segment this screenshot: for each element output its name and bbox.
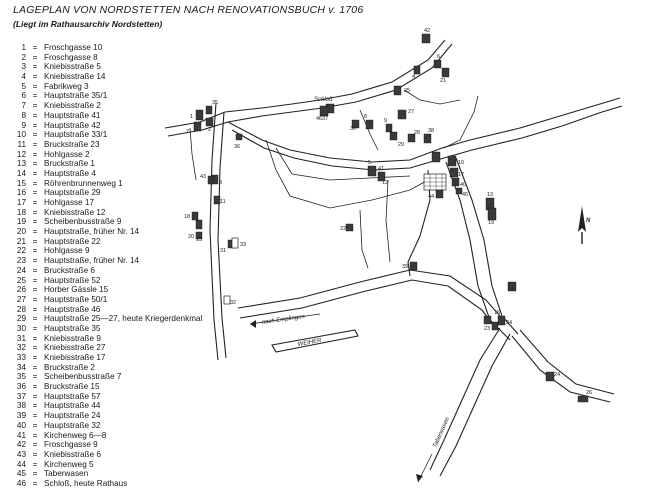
- road-empfingen: [238, 270, 500, 316]
- legend-number: 11: [17, 139, 26, 149]
- legend-building-name: Hauptstraße 46: [44, 304, 101, 314]
- legend-building-name: Kniebisstraße 2: [44, 101, 101, 111]
- road-west: [210, 103, 218, 360]
- building-number-label: 43: [200, 174, 207, 180]
- building-number-label: 16: [494, 310, 501, 316]
- building-number-label: 40: [460, 182, 467, 188]
- building-number-label: 21: [440, 78, 447, 84]
- building-number-label: 5: [368, 160, 372, 166]
- legend-number: 21: [16, 236, 26, 246]
- building-number-label: 38: [428, 128, 435, 134]
- legend-number: 37: [16, 391, 26, 401]
- legend-number: 24: [16, 265, 26, 275]
- legend-number: 32: [16, 343, 26, 353]
- legend-number: 6: [21, 91, 26, 101]
- legend-separator: =: [32, 198, 38, 207]
- legend-separator: =: [32, 81, 38, 91]
- building-21: [442, 68, 449, 77]
- schloss-label: Schloß: [314, 97, 333, 103]
- legend-building-name: Kniebisstraße 5: [44, 62, 101, 72]
- map-subtitle: (Liegt im Rathausarchiv Nordstetten): [13, 19, 163, 29]
- building-number-label: 23: [484, 326, 491, 332]
- legend-number: 28: [16, 304, 26, 314]
- path-ne-2: [404, 90, 460, 104]
- building-number-label: 19: [488, 220, 495, 226]
- legend-number: 5: [21, 81, 26, 91]
- building-number-label: 6: [437, 54, 441, 60]
- legend-number: 46: [16, 478, 26, 488]
- building-6: [434, 60, 441, 68]
- legend-building-name: Froschgasse 9: [44, 440, 98, 450]
- legend-building-name: Röhrenbrunnenweg 1: [44, 178, 123, 188]
- legend-separator: =: [32, 478, 38, 488]
- legend-number: 8: [21, 110, 26, 120]
- legend-separator: =: [32, 246, 38, 256]
- building-29: [390, 132, 397, 140]
- building-4: [414, 66, 420, 74]
- building-43: [208, 176, 213, 184]
- legend-number: 39: [16, 411, 26, 421]
- legend-building-name: Scheibenbusstraße 9: [44, 217, 122, 227]
- legend-building-name: Hauptstraße 32: [44, 420, 101, 430]
- legend-number: 29: [16, 314, 26, 324]
- building-9: [386, 124, 392, 132]
- building-number-label: 14: [508, 286, 515, 292]
- building-36: [236, 134, 242, 140]
- legend-separator: =: [32, 372, 38, 382]
- map-title: LAGEPLAN VON NORDSTETTEN NACH RENOVATIONSBUCH v. 1706: [13, 4, 364, 16]
- road-southeast: [512, 336, 610, 402]
- legend-number: 22: [16, 246, 26, 256]
- legend-separator: =: [32, 343, 38, 353]
- building-number-label: 37: [322, 116, 329, 122]
- legend-number: 27: [16, 294, 26, 304]
- legend-separator: =: [32, 227, 38, 237]
- building-number-label: 8: [364, 114, 368, 120]
- legend-number: 2: [21, 52, 26, 62]
- building-39: [410, 262, 417, 270]
- building-number-label: 1: [190, 114, 194, 120]
- legend-separator: =: [32, 149, 38, 159]
- legend-building-name: Hauptstraße 35: [44, 323, 101, 333]
- legend-number: 41: [16, 430, 26, 440]
- building-24: [546, 372, 554, 381]
- building-number-label: 33: [240, 242, 247, 248]
- legend-number: 12: [16, 149, 26, 159]
- legend-number: 33: [16, 353, 26, 362]
- legend-separator: =: [32, 314, 38, 324]
- legend-building-name: Hauptstraße, früher Nr. 14: [44, 256, 140, 266]
- building-19: [488, 208, 496, 220]
- building-number-label: 9: [384, 118, 388, 124]
- legend-building-name: Hauptstraße 42: [44, 120, 101, 130]
- building-number-label: 28: [414, 130, 421, 136]
- legend-building-name: Kniebisstraße 6: [44, 449, 101, 459]
- building-number-label: 27: [408, 109, 415, 115]
- legend-separator: =: [32, 130, 38, 140]
- building-number-label: 24: [554, 372, 561, 378]
- legend-separator: =: [32, 391, 38, 401]
- building-10: [448, 156, 456, 166]
- legend-building-name: Hauptstraße 50/1: [44, 294, 108, 304]
- legend-number: 7: [21, 101, 26, 111]
- legend-number: 17: [16, 198, 26, 207]
- legend-number: 44: [16, 459, 26, 469]
- building-number-label: 3: [219, 180, 223, 186]
- legend-number: 35: [16, 372, 26, 382]
- building-1: [196, 110, 203, 120]
- taberwasen-label: Taberwasen: [432, 416, 452, 449]
- building-15: [196, 220, 202, 229]
- building-34: [492, 322, 498, 330]
- legend-separator: =: [32, 72, 38, 82]
- legend-separator: =: [32, 440, 38, 450]
- legend-building-name: Kirchenweg 6—8: [44, 430, 107, 440]
- legend-building-name: Hauptstraße 41: [44, 110, 101, 120]
- building-number-label: 13: [487, 192, 494, 198]
- legend-number: 42: [16, 440, 26, 450]
- legend-building-name: Hauptstraße 22: [44, 236, 101, 246]
- legend-building-name: Hohlgasse 9: [44, 246, 90, 256]
- legend-building-name: Hauptstraße 44: [44, 401, 101, 411]
- road-taberwasen: [430, 328, 500, 470]
- building-number-label: 11: [220, 199, 226, 205]
- legend-building-name: Scheibenbusstraße 7: [44, 372, 122, 382]
- building-number-label: 35: [212, 100, 219, 106]
- building-number-label: 26: [586, 390, 593, 396]
- building-2: [206, 118, 213, 126]
- building-number-label: 12: [382, 180, 389, 186]
- legend-number: 36: [16, 382, 26, 392]
- legend-building-name: Bruckstraße 6: [44, 265, 95, 275]
- building-42: [422, 34, 430, 43]
- building-41: [432, 152, 440, 162]
- building-number-label: 25: [404, 88, 411, 94]
- legend-building-name: Bruckstraße 2: [44, 362, 95, 372]
- legend-number: 40: [16, 420, 26, 430]
- legend-separator: =: [32, 207, 38, 217]
- legend-separator: =: [32, 333, 38, 343]
- road-taberwasen-edge: [440, 334, 510, 476]
- legend-building-name: Kirchenweg 5: [44, 459, 94, 469]
- legend-building-name: Hauptstraße, früher Nr. 14: [44, 227, 140, 237]
- legend-separator: =: [32, 304, 38, 314]
- legend-separator: =: [32, 323, 38, 333]
- building-27: [398, 110, 406, 119]
- legend-separator: =: [32, 411, 38, 421]
- field-boundary-3: [386, 180, 390, 262]
- legend-separator: =: [32, 420, 38, 430]
- legend-separator: =: [32, 91, 38, 101]
- legend-building-name: Hohlgasse 2: [44, 149, 90, 159]
- building-38: [424, 134, 431, 143]
- legend-number: 14: [16, 168, 26, 178]
- legend-building-name: Froschgasse 10: [44, 43, 103, 52]
- building-8: [366, 120, 373, 129]
- field-boundary-2: [276, 148, 410, 180]
- legend-number: 13: [16, 159, 26, 169]
- path-ne: [444, 96, 478, 148]
- legend-building-name: Kniebisstraße 12: [44, 207, 106, 217]
- weiher-label: WEIHER: [297, 337, 322, 348]
- legend-number: 20: [16, 227, 26, 237]
- legend-separator: =: [32, 294, 38, 304]
- legend-building-name: Horber Gässle 15: [44, 285, 109, 295]
- buildings: [192, 34, 588, 402]
- building-17: [450, 168, 458, 177]
- legend-separator: =: [32, 178, 38, 188]
- legend-number: 31: [16, 333, 26, 343]
- road-network: [165, 40, 622, 476]
- legend-building-name: Hauptstraße 57: [44, 391, 101, 401]
- building-number-label: 31: [220, 248, 227, 254]
- building-35: [206, 106, 212, 114]
- road-east: [228, 98, 620, 162]
- building-number-label: 41: [378, 166, 385, 172]
- legend-number: 38: [16, 401, 26, 411]
- building-25: [394, 86, 401, 95]
- empfingen-label: nach Empfingen: [261, 314, 306, 326]
- legend-building-name: Kniebisstraße 27: [44, 343, 106, 353]
- building-18: [192, 212, 198, 220]
- legend-separator: =: [32, 362, 38, 372]
- legend-number: 45: [16, 469, 26, 479]
- building-number-label: 42: [424, 28, 431, 34]
- legend-separator: =: [32, 265, 38, 275]
- building-number-label: 15: [196, 237, 203, 243]
- building-number-label: 34: [506, 320, 513, 326]
- building-number-label: 20: [188, 234, 195, 240]
- legend-number: 43: [16, 449, 26, 459]
- legend-separator: =: [32, 43, 38, 52]
- building-number-label: 39: [402, 264, 409, 270]
- building-5: [368, 166, 376, 176]
- building-number-label: 45: [462, 192, 469, 198]
- building-number-label: 36: [234, 144, 241, 150]
- legend-separator: =: [32, 168, 38, 178]
- legend-separator: =: [32, 110, 38, 120]
- legend-separator: =: [32, 62, 38, 72]
- svg-text:N: N: [586, 218, 591, 224]
- legend-building-name: Taberwasen: [44, 469, 89, 479]
- legend-separator: =: [32, 101, 38, 111]
- legend-separator: =: [32, 449, 38, 459]
- legend-building-name: Bruckstraße 1: [44, 159, 95, 169]
- legend-separator: =: [32, 353, 38, 362]
- building-23: [484, 316, 491, 324]
- legend-separator: =: [32, 120, 38, 130]
- building-46: [320, 106, 328, 116]
- building-number-label: 29: [398, 142, 405, 148]
- legend-number: 3: [21, 62, 26, 72]
- legend-number: 9: [21, 120, 26, 130]
- legend-building-name: Hohlgasse 17: [44, 198, 95, 207]
- legend-building-name: Hauptstraße 52: [44, 275, 101, 285]
- legend-separator: =: [32, 217, 38, 227]
- building-number-label: 18: [184, 214, 191, 220]
- legend-separator: =: [32, 236, 38, 246]
- legend-building-name: Hauptstraße 35/1: [44, 91, 108, 101]
- legend-building-name: Froschgasse 8: [44, 52, 98, 62]
- path-center: [360, 110, 378, 150]
- building-number-label: 4: [412, 74, 416, 80]
- legend-building-name: Schloß, heute Rathaus: [44, 478, 128, 488]
- legend-building-name: Bruckstraße 15: [44, 382, 100, 392]
- empfingen-arrowhead: [250, 320, 256, 328]
- legend-separator: =: [32, 401, 38, 411]
- building-number-label: 30: [350, 126, 357, 132]
- building-22: [346, 224, 353, 231]
- building-number-label: 7: [186, 129, 190, 135]
- building-26: [578, 396, 588, 402]
- field-boundary-4: [360, 210, 368, 268]
- legend-building-name: Fabrikweg 3: [44, 81, 89, 91]
- building-number-label: 32: [230, 300, 237, 306]
- building-number-label: 2: [208, 127, 212, 133]
- legend-building-name: Hauptstraße 33/1: [44, 130, 108, 140]
- building-7: [194, 122, 201, 131]
- legend-number: 18: [16, 207, 26, 217]
- building-16: [498, 316, 505, 325]
- legend-separator: =: [32, 275, 38, 285]
- legend-separator: =: [32, 382, 38, 392]
- building-number-label: 44: [428, 194, 435, 200]
- building-33: [232, 238, 238, 248]
- legend-separator: =: [32, 430, 38, 440]
- legend-building-name: Kniebisstraße 17: [44, 353, 106, 362]
- building-number-label: 22: [340, 226, 347, 232]
- legend-separator: =: [32, 256, 38, 266]
- legend-separator: =: [32, 459, 38, 469]
- legend-number: 23: [16, 256, 26, 266]
- road-west-edge: [218, 112, 226, 358]
- legend-separator: =: [32, 139, 38, 149]
- building-number-label: 46: [316, 116, 323, 122]
- building-40: [452, 178, 459, 186]
- building-44: [436, 190, 443, 198]
- legend-building-name: Hauptstraße 24: [44, 411, 101, 421]
- legend-number: 1: [21, 43, 26, 52]
- legend-number: 10: [16, 130, 26, 140]
- legend-number: 15: [16, 178, 26, 188]
- legend-building-name: Kniebisstraße 14: [44, 72, 106, 82]
- legend-separator: =: [32, 285, 38, 295]
- legend-building-name: Kniebisstraße 9: [44, 333, 101, 343]
- legend-number: 4: [21, 72, 26, 82]
- legend-number: 34: [16, 362, 26, 372]
- legend-number: 19: [16, 217, 26, 227]
- legend-building-name: Hauptstraße 4: [44, 168, 96, 178]
- north-arrow: [578, 206, 591, 244]
- building-number-label: 10: [458, 160, 465, 166]
- legend-number: 16: [16, 188, 26, 198]
- legend-building-name: Bruckstraße 23: [44, 139, 100, 149]
- legend-separator: =: [32, 188, 38, 198]
- path-west: [190, 128, 196, 180]
- legend-separator: =: [32, 469, 38, 479]
- legend-number: 26: [16, 285, 26, 295]
- legend-building-name: Hauptstraße 25—27, heute Kriegerdenkmal: [44, 314, 203, 324]
- legend-number: 25: [16, 275, 26, 285]
- building-number-label: 17: [458, 172, 465, 178]
- legend-separator: =: [32, 159, 38, 169]
- taberwasen-arrowhead: [416, 474, 423, 482]
- legend-number: 30: [16, 323, 26, 333]
- legend-building-name: Hauptstraße 29: [44, 188, 101, 198]
- legend-separator: =: [32, 52, 38, 62]
